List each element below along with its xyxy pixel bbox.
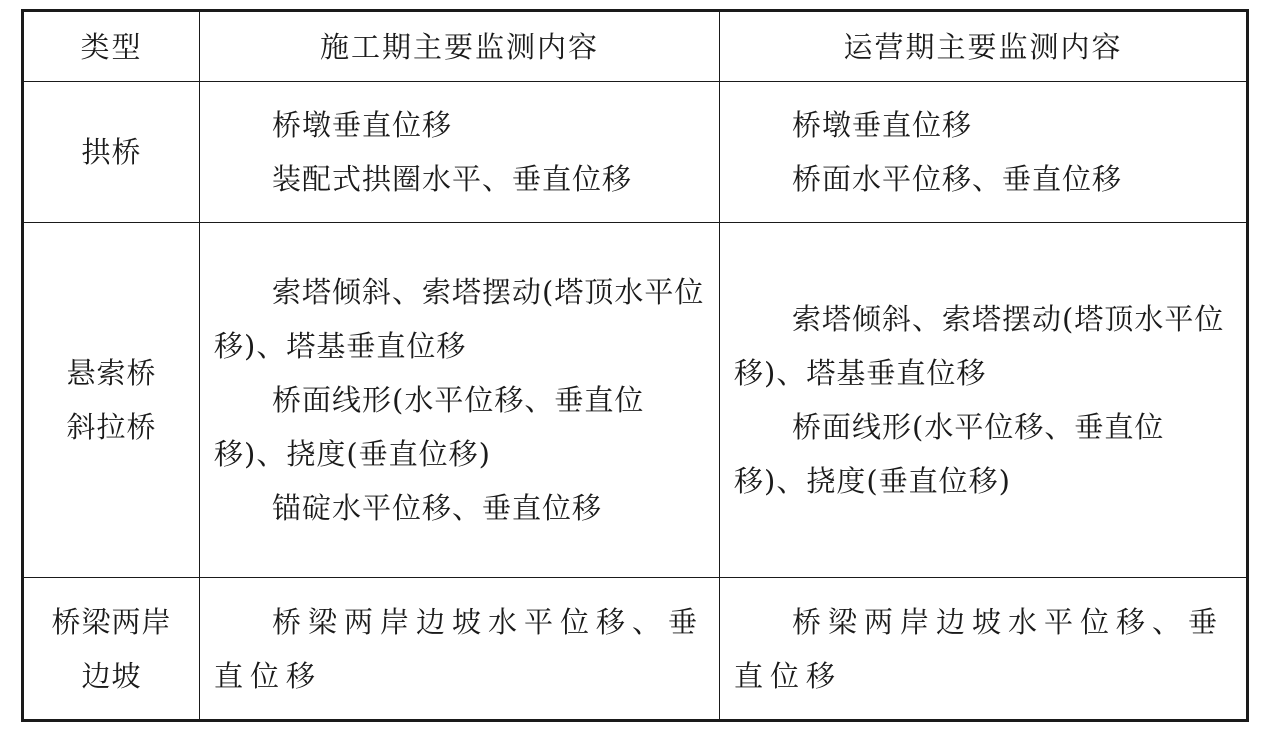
operation-item: 桥梁两岸边坡水平位移、垂直位移 [734,604,1225,693]
construction-item: 桥面线形(水平位移、垂直位移)、挠度(垂直位移) [214,383,645,471]
operation-cell [720,82,1248,223]
construction-item: 索塔倾斜、索塔摆动(塔顶水平位移)、塔基垂直位移 [214,275,705,363]
type-cell [23,82,200,223]
operation-cell [720,223,1248,578]
table-row [23,82,1248,223]
construction-cell [200,82,720,223]
monitoring-table-container [21,9,1246,719]
operation-item: 桥面线形(水平位移、垂直位移)、挠度(垂直位移) [734,410,1165,498]
type-label: 拱桥 [81,135,142,169]
operation-item: 索塔倾斜、索塔摆动(塔顶水平位移)、塔基垂直位移 [734,302,1225,390]
construction-item: 锚碇水平位移、垂直位移 [272,491,603,525]
header-row [23,11,1248,82]
operation-item: 桥墩垂直位移 [792,108,973,142]
bridge-monitoring-table [21,9,1249,722]
type-cell [23,223,200,578]
construction-cell [200,223,720,578]
construction-item: 桥梁两岸边坡水平位移、垂直位移 [214,604,705,693]
construction-cell [200,578,720,721]
construction-item: 桥墩垂直位移 [272,108,453,142]
type-cell [23,578,200,721]
type-label: 边坡 [81,658,142,693]
type-label: 桥梁两岸 [51,604,172,639]
header-operation-content: 运营期主要监测内容 [720,11,1248,82]
header-construction-content: 施工期主要监测内容 [200,11,720,82]
header-type: 类型 [23,11,200,82]
table-row [23,578,1248,721]
operation-item: 桥面水平位移、垂直位移 [792,162,1123,196]
table-row [23,223,1248,578]
type-label: 悬索桥 [66,356,157,390]
construction-item: 装配式拱圈水平、垂直位移 [272,162,633,196]
operation-cell [720,578,1248,721]
type-label: 斜拉桥 [66,410,157,444]
